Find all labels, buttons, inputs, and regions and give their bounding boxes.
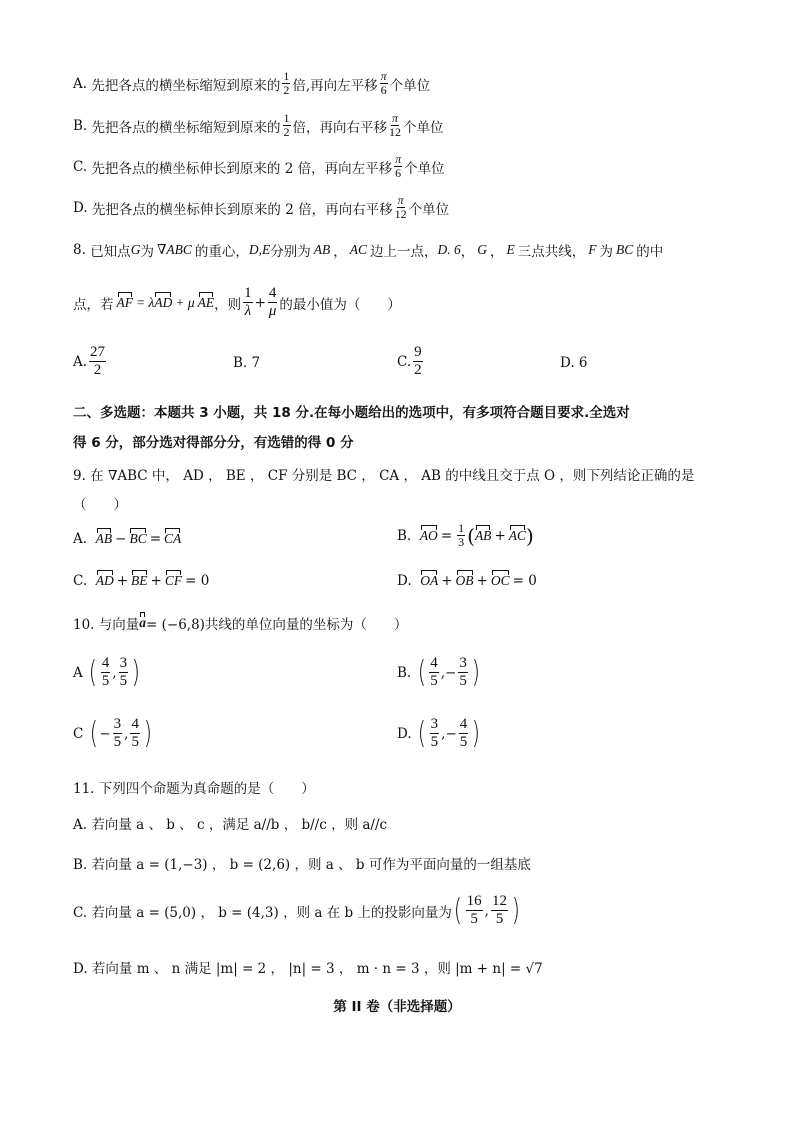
q11-stem: 11. 下列四个命题为真命题的是（ ） (73, 781, 315, 797)
q8-stem-line2: 点，若 AF = λ AD + μ AE ，则 $\frac{1}{\lambda}$ + $\frac{4}{\mu}$ 的最小值为（ ） (73, 285, 401, 319)
q9-stem-line2: （ ） (73, 497, 127, 513)
q10-option-d: D. ( $\frac{3}{5}$ , − $\frac{4}{5}$ ) (397, 715, 481, 751)
q10-option-a: A ( $\frac{4}{5}$ , $\frac{3}{5}$ ) (73, 654, 141, 690)
fraction: $\frac{1}{\lambda}$ (244, 285, 252, 319)
fraction: $\frac{\pi}{6}$ (395, 152, 402, 180)
fraction: $\frac{1}{2}$ (283, 69, 290, 97)
part-two-title: 第 II 卷（非选择题） (333, 999, 461, 1015)
q8-option-c: C. $\frac{9}{2}$ (397, 344, 422, 378)
q8-stem-line1: 8. 已知点 G 为 ∇ABC 的重心， D,E 分别为 AB ， AC 边上一点， D. 6 ， G ， E 三点共线， F 为 BC 的中 (73, 242, 664, 260)
vector-ad: AD (154, 294, 173, 310)
q8-option-d: D. 6 (560, 355, 588, 371)
q8-option-a: A. $\frac{27}{2}$ (73, 344, 106, 378)
q11-option-b: B. 若向量 a = (1,−3) ， b = (2,6) ，则 a 、 b 可作为平面向量的一组基底 (73, 857, 531, 873)
fraction: $\frac{\pi}{12}$ (389, 111, 402, 139)
q7-option-c: C. 先把各点的横坐标伸长到原来的 2 倍，再向左平移 $\frac{\pi}{6}$ 个单位 (73, 152, 445, 180)
fraction: $\frac{\pi}{12}$ (394, 193, 407, 221)
q9-option-b: B. AO = $\frac{1}{3}$ ( AB + AC ) (397, 521, 534, 549)
q9-option-a: A. AB − BC = CA (73, 531, 182, 547)
q11-option-c: C. 若向量 a = (5,0) ， b = (4,3) ，则 a 在 b 上的投影向量为 ( $\frac{16}{5}$ , $\frac{12}{5}$ ) (73, 892, 520, 928)
q7-option-a: A. 先把各点的横坐标缩短到原来的 $\frac{1}{2}$ 倍,再向左平移 $\frac{\pi}{6}$ 个单位 (73, 69, 431, 97)
section-heading: 二、多选题：本题共 3 小题，共 18 分.在每小题给出的选项中，有多项符合题目要求.全选对 (73, 405, 630, 421)
section-heading-line2: 得 6 分，部分选对得部分分，有选错的得 0 分 (73, 435, 354, 451)
vector-ae: AE (197, 294, 215, 310)
q7-option-d: D. 先把各点的横坐标伸长到原来的 2 倍，再向右平移 $\frac{\pi}{12}$ 个单位 (73, 193, 450, 221)
q9-option-d: D. OA + OB + OC = 0 (397, 573, 537, 589)
q10-stem: 10. 与向量 a = (−6,8)共线的单位向量的坐标为（ ） (73, 615, 408, 633)
q7-option-b: B. 先把各点的横坐标缩短到原来的 $\frac{1}{2}$ 倍，再向右平移 $\frac{\pi}{12}$ 个单位 (73, 111, 444, 139)
fraction: $\frac{4}{\mu}$ (268, 285, 277, 319)
q9-stem: 9. 在 ∇ABC 中， AD ， BE ， CF 分别是 BC ， CA ， AB 的中线且交于点 O ，则下列结论正确的是 (73, 468, 695, 484)
vector-af: AF (116, 294, 133, 310)
q9-option-c: C. AD + BE + CF = 0 (73, 573, 210, 589)
fraction: $\frac{\pi}{6}$ (380, 69, 387, 97)
q8-option-b: B. 7 (233, 355, 261, 371)
q10-option-c: C ( − $\frac{3}{5}$ , $\frac{4}{5}$ ) (73, 715, 152, 751)
q10-option-b: B. ( $\frac{4}{5}$ , − $\frac{3}{5}$ ) (397, 654, 480, 690)
q11-option-a: A. 若向量 a 、 b 、 c ，满足 a//b ， b//c ，则 a//c (73, 817, 388, 833)
q11-option-d: D. 若向量 m 、 n 满足 |m| = 2 ， |n| = 3 ， m · n = 3 ，则 |m + n| = √7 (73, 961, 543, 977)
fraction: $\frac{1}{2}$ (283, 111, 290, 139)
